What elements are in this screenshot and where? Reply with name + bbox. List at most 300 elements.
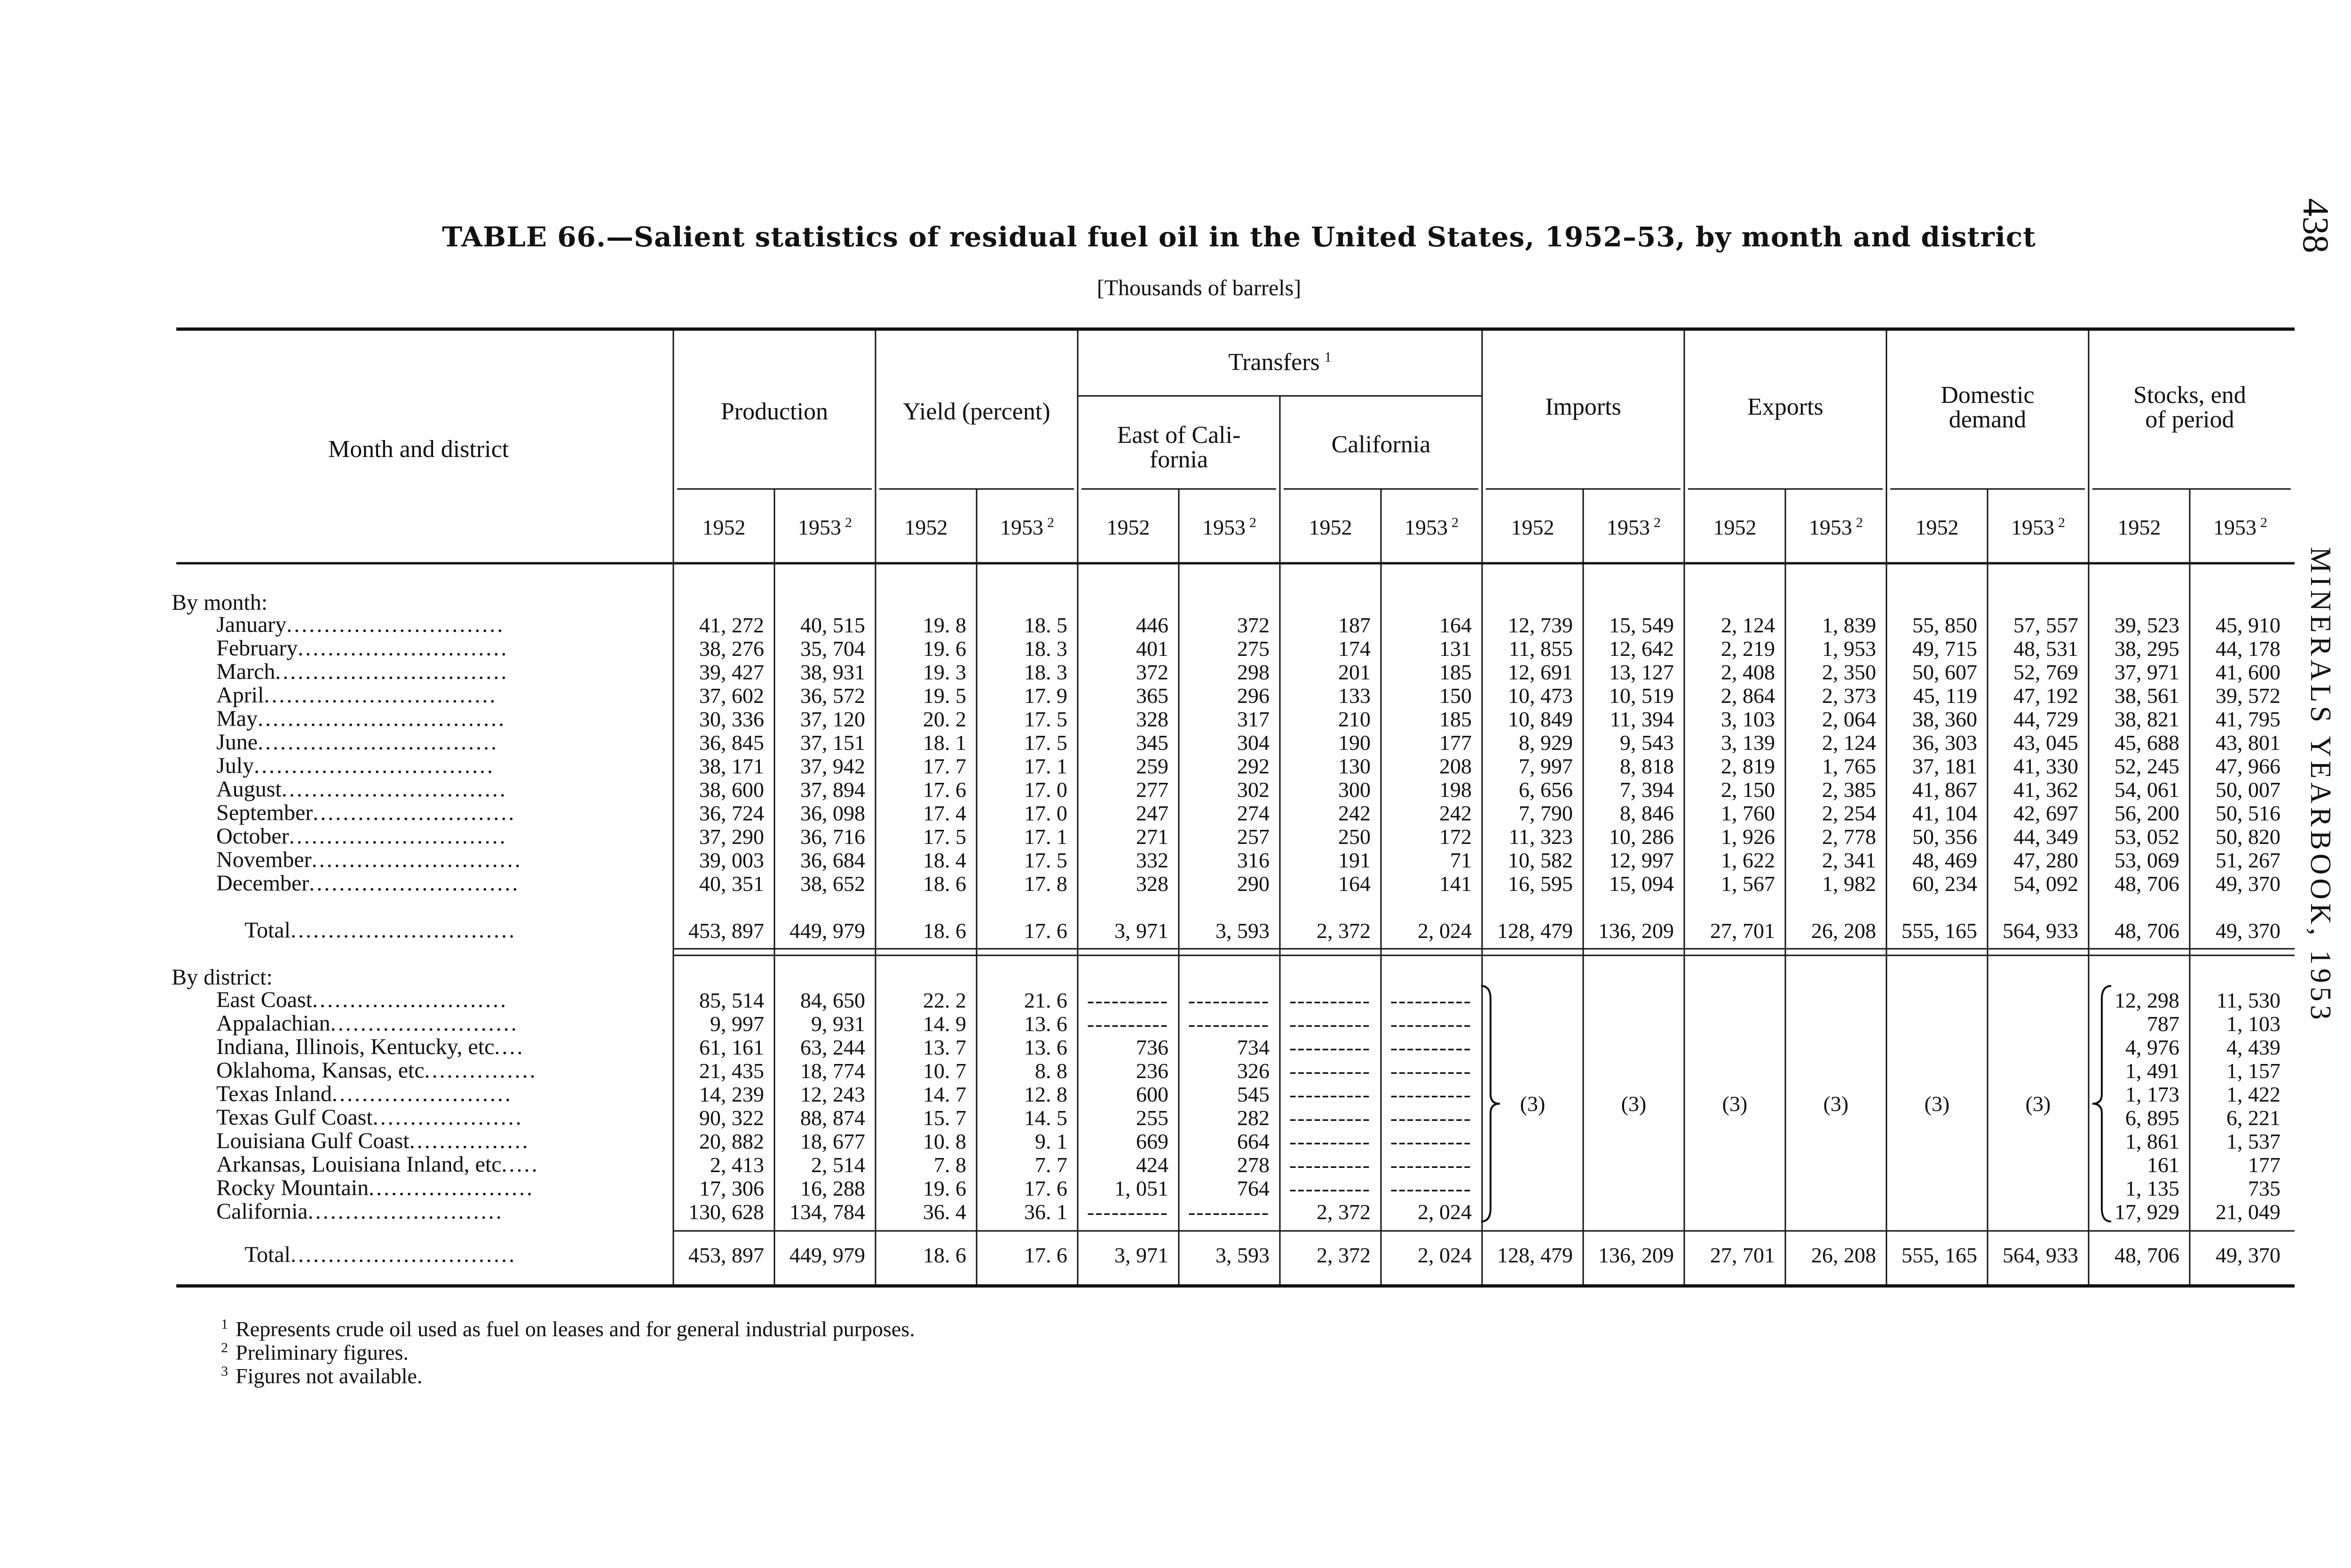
district-row-7-cell-7: ---------- xyxy=(1390,1153,1472,1177)
month-row-8-cell-14: 56, 200 xyxy=(2114,801,2179,825)
district-row-3-cell-15: 1, 157 xyxy=(2226,1059,2280,1083)
month-row-11-cell-3: 17. 8 xyxy=(1024,872,1067,896)
month-row-3-cell-1: 36, 572 xyxy=(800,684,865,708)
district-row-6-cell-4: 669 xyxy=(1136,1129,1168,1153)
year-label: 1952 xyxy=(1106,515,1150,539)
month-row-2-cell-9: 13, 127 xyxy=(1609,660,1674,684)
month-row-7-cell-5: 302 xyxy=(1237,778,1270,802)
imports-header: Imports xyxy=(1545,394,1621,420)
month-row-6-cell-3: 17. 1 xyxy=(1024,754,1067,778)
month-row-8-cell-3: 17. 0 xyxy=(1024,801,1067,825)
month-row-2-cell-7: 185 xyxy=(1439,660,1472,684)
district-row-7-cell-1: 2, 514 xyxy=(811,1153,865,1177)
row-label-text: February xyxy=(216,636,298,661)
month-row-0-cell-4: 446 xyxy=(1136,613,1168,637)
month-row-4-cell-8: 10, 849 xyxy=(1508,707,1573,731)
month-row-8-label xyxy=(216,802,516,824)
not-available-marker-12: (3) xyxy=(1924,1092,1950,1116)
month-row-10-cell-14: 53, 069 xyxy=(2114,848,2179,872)
row-label-text: Arkansas, Louisiana Inland, etc xyxy=(216,1152,502,1177)
month-row-10-cell-4: 332 xyxy=(1136,848,1168,872)
month-row-10-cell-9: 12, 997 xyxy=(1609,848,1674,872)
month-row-9-cell-11: 2, 778 xyxy=(1822,825,1876,849)
month-row-0-cell-14: 39, 523 xyxy=(2114,613,2179,637)
district-row-3-cell-0: 21, 435 xyxy=(699,1059,764,1083)
month-row-3-cell-2: 19. 5 xyxy=(923,684,966,708)
month-row-0-label xyxy=(216,614,505,636)
district-row-9-cell-7: 2, 024 xyxy=(1418,1200,1472,1224)
district-total-row-cell-3: 17. 6 xyxy=(1024,1243,1067,1267)
month-row-2-label xyxy=(216,661,508,683)
month-row-11-cell-14: 48, 706 xyxy=(2114,872,2179,896)
district-total-row-cell-0: 453, 897 xyxy=(688,1243,764,1267)
month-row-4-cell-0: 30, 336 xyxy=(699,707,764,731)
district-row-9-cell-5: ---------- xyxy=(1188,1200,1270,1224)
month-row-2-cell-13: 52, 769 xyxy=(2013,660,2078,684)
month-row-7-cell-8: 6, 656 xyxy=(1519,778,1573,802)
row-label-text: Texas Inland xyxy=(216,1081,332,1106)
district-total-row-cell-5: 3, 593 xyxy=(1215,1243,1270,1267)
month-row-11-cell-12: 60, 234 xyxy=(1912,872,1977,896)
month-row-6-cell-10: 2, 819 xyxy=(1721,754,1775,778)
year-header-9 xyxy=(1583,515,1684,540)
month-row-3-cell-7: 150 xyxy=(1439,684,1472,708)
leader-dots: ................................ xyxy=(257,730,498,755)
leader-dots: ............................ xyxy=(309,871,520,896)
month-row-5-cell-2: 18. 1 xyxy=(923,731,966,755)
month-row-8-cell-5: 274 xyxy=(1237,801,1270,825)
month-row-4-cell-14: 38, 821 xyxy=(2114,707,2179,731)
month-total-row-cell-0: 453, 897 xyxy=(688,919,764,943)
district-row-0-cell-0: 85, 514 xyxy=(699,988,764,1012)
row-label-text: October xyxy=(216,824,289,849)
year-label: 1953 xyxy=(1607,515,1650,539)
year-label: 1952 xyxy=(2117,515,2161,539)
month-row-9-cell-8: 11, 323 xyxy=(1508,825,1573,849)
month-row-8-cell-9: 8, 846 xyxy=(1620,801,1674,825)
month-row-11-cell-10: 1, 567 xyxy=(1721,872,1775,896)
year-label: 1953 xyxy=(1809,515,1852,539)
month-row-2-cell-4: 372 xyxy=(1136,660,1168,684)
district-row-8-cell-1: 16, 288 xyxy=(800,1176,865,1200)
row-label-text: January xyxy=(216,612,287,637)
district-row-6-cell-5: 664 xyxy=(1237,1129,1270,1153)
east-of-california-header xyxy=(1078,423,1280,472)
month-row-8-cell-8: 7, 790 xyxy=(1519,801,1573,825)
month-row-6-cell-6: 130 xyxy=(1338,754,1371,778)
east-of-california-line2: fornia xyxy=(1149,446,1208,473)
month-row-3-cell-9: 10, 519 xyxy=(1609,684,1674,708)
month-total-row-cell-11: 26, 208 xyxy=(1811,919,1876,943)
month-row-11-cell-13: 54, 092 xyxy=(2013,872,2078,896)
month-row-8-cell-1: 36, 098 xyxy=(800,801,865,825)
district-row-9-cell-2: 36. 4 xyxy=(923,1200,966,1224)
leader-dots: .............................. xyxy=(290,1242,516,1267)
district-row-9-cell-6: 2, 372 xyxy=(1317,1200,1371,1224)
month-row-1-cell-12: 49, 715 xyxy=(1912,637,1977,661)
month-row-0-cell-8: 12, 739 xyxy=(1508,613,1573,637)
district-row-0-cell-5: ---------- xyxy=(1188,988,1270,1012)
row-label-text: Texas Gulf Coast xyxy=(216,1105,373,1130)
district-row-0-cell-15: 11, 530 xyxy=(2216,988,2280,1012)
month-row-4-cell-10: 3, 103 xyxy=(1721,707,1775,731)
row-label-text: April xyxy=(216,683,264,708)
month-row-6-cell-2: 17. 7 xyxy=(923,754,966,778)
district-row-6-cell-3: 9. 1 xyxy=(1035,1129,1067,1153)
district-brace xyxy=(1476,985,1505,1222)
month-row-5-cell-6: 190 xyxy=(1338,731,1371,755)
district-row-5-cell-0: 90, 322 xyxy=(699,1106,764,1130)
month-total-row-cell-2: 18. 6 xyxy=(923,919,966,943)
month-row-11-cell-2: 18. 6 xyxy=(923,872,966,896)
month-row-11-cell-6: 164 xyxy=(1338,872,1371,896)
month-row-9-cell-12: 50, 356 xyxy=(1912,825,1977,849)
year-header-15 xyxy=(2190,515,2291,540)
month-row-3-cell-3: 17. 9 xyxy=(1024,684,1067,708)
district-row-5-cell-1: 88, 874 xyxy=(800,1106,865,1130)
domestic-demand-line2: demand xyxy=(1949,406,2027,433)
district-row-3-cell-5: 326 xyxy=(1237,1059,1270,1083)
month-row-1-cell-10: 2, 219 xyxy=(1721,637,1775,661)
leader-dots: ............................ xyxy=(311,847,522,872)
year-header-13 xyxy=(1988,515,2089,540)
month-total-row-cell-3: 17. 6 xyxy=(1024,919,1067,943)
month-row-8-cell-6: 242 xyxy=(1338,801,1371,825)
district-row-7-cell-15: 177 xyxy=(2248,1153,2280,1177)
district-total-row-label xyxy=(245,1244,516,1266)
month-row-9-cell-7: 172 xyxy=(1439,825,1472,849)
month-row-7-cell-1: 37, 894 xyxy=(800,778,865,802)
preliminary-footnote-mark: 2 xyxy=(1452,515,1459,530)
month-row-9-cell-13: 44, 349 xyxy=(2013,825,2078,849)
district-row-8-label xyxy=(216,1177,534,1199)
month-row-10-cell-15: 51, 267 xyxy=(2216,848,2280,872)
month-row-11-label xyxy=(216,872,520,895)
leader-dots: ................ xyxy=(409,1128,530,1153)
year-label: 1952 xyxy=(702,515,746,539)
district-row-2-cell-0: 61, 161 xyxy=(699,1035,764,1059)
month-row-3-cell-4: 365 xyxy=(1136,684,1168,708)
district-total-row-cell-12: 555, 165 xyxy=(1901,1243,1977,1267)
row-label-text: December xyxy=(216,871,309,896)
district-total-row-cell-10: 27, 701 xyxy=(1710,1243,1775,1267)
running-head: MINERALS YEARBOOK, 1953 xyxy=(2304,547,2336,1024)
month-row-7-cell-4: 277 xyxy=(1136,778,1168,802)
row-label-text: Total xyxy=(245,1242,291,1267)
district-row-9-cell-1: 134, 784 xyxy=(789,1200,865,1224)
year-header-4 xyxy=(1078,515,1179,540)
month-row-7-cell-2: 17. 6 xyxy=(923,778,966,802)
california-transfer-header: California xyxy=(1331,431,1431,458)
preliminary-footnote-mark: 2 xyxy=(1654,515,1661,530)
month-total-row-cell-5: 3, 593 xyxy=(1215,919,1270,943)
month-row-10-cell-12: 48, 469 xyxy=(1912,848,1977,872)
month-row-4-cell-13: 44, 729 xyxy=(2013,707,2078,731)
district-total-row-cell-9: 136, 209 xyxy=(1598,1243,1674,1267)
leader-dots: .............................. xyxy=(290,918,516,943)
month-total-row-cell-8: 128, 479 xyxy=(1497,919,1573,943)
month-row-2-cell-8: 12, 691 xyxy=(1508,660,1573,684)
month-total-row-cell-9: 136, 209 xyxy=(1598,919,1674,943)
district-row-5-cell-5: 282 xyxy=(1237,1106,1270,1130)
month-row-8-cell-11: 2, 254 xyxy=(1822,801,1876,825)
stocks-brace-path xyxy=(2092,986,2111,1221)
month-row-6-cell-0: 38, 171 xyxy=(699,754,764,778)
transfers-footnote-mark: 1 xyxy=(1324,349,1332,365)
month-row-1-cell-13: 48, 531 xyxy=(2013,637,2078,661)
district-row-2-cell-5: 734 xyxy=(1237,1035,1270,1059)
month-row-11-cell-7: 141 xyxy=(1439,872,1472,896)
month-row-11-cell-15: 49, 370 xyxy=(2216,872,2280,896)
month-row-8-cell-15: 50, 516 xyxy=(2216,801,2280,825)
row-label-text: September xyxy=(216,800,313,825)
month-row-5-cell-14: 45, 688 xyxy=(2114,731,2179,755)
month-row-3-cell-11: 2, 373 xyxy=(1822,684,1876,708)
district-row-5-cell-7: ---------- xyxy=(1390,1106,1472,1130)
year-label: 1952 xyxy=(904,515,948,539)
month-row-10-cell-2: 18. 4 xyxy=(923,848,966,872)
district-row-7-cell-4: 424 xyxy=(1136,1153,1168,1177)
month-row-4-label xyxy=(216,708,506,730)
year-header-0 xyxy=(673,515,774,540)
month-row-1-cell-5: 275 xyxy=(1237,637,1270,661)
month-row-4-cell-2: 20. 2 xyxy=(923,707,966,731)
district-row-8-cell-7: ---------- xyxy=(1390,1176,1472,1200)
leader-dots: ........................... xyxy=(313,800,516,825)
district-row-1-cell-6: ---------- xyxy=(1289,1012,1371,1036)
month-total-row-cell-4: 3, 971 xyxy=(1114,919,1168,943)
month-row-10-label xyxy=(216,849,522,871)
district-row-2-cell-14: 4, 976 xyxy=(2125,1035,2179,1059)
month-row-2-cell-6: 201 xyxy=(1338,660,1371,684)
month-row-9-cell-6: 250 xyxy=(1338,825,1371,849)
stocks-brace xyxy=(2088,985,2116,1222)
month-row-4-cell-9: 11, 394 xyxy=(1609,707,1674,731)
district-row-1-cell-4: ---------- xyxy=(1087,1012,1169,1036)
month-row-4-cell-12: 38, 360 xyxy=(1912,707,1977,731)
month-row-6-cell-12: 37, 181 xyxy=(1912,754,1977,778)
district-row-4-label xyxy=(216,1083,513,1105)
leader-dots: .................... xyxy=(372,1105,523,1130)
not-available-marker-11: (3) xyxy=(1823,1092,1849,1116)
not-available-marker-8: (3) xyxy=(1520,1092,1546,1116)
year-label: 1952 xyxy=(1511,515,1554,539)
month-row-10-cell-6: 191 xyxy=(1338,848,1371,872)
row-label-text: Oklahoma, Kansas, etc xyxy=(216,1058,425,1083)
footnote-text: Represents crude oil used as fuel on leases and for general industrial purposes. xyxy=(236,1317,915,1341)
by-district-label: By district: xyxy=(172,965,273,990)
district-row-4-cell-2: 14. 7 xyxy=(923,1082,966,1106)
yield-header: Yield (percent) xyxy=(903,398,1050,425)
district-row-1-cell-5: ---------- xyxy=(1188,1012,1270,1036)
district-row-0-cell-1: 84, 650 xyxy=(800,988,865,1012)
district-row-6-cell-7: ---------- xyxy=(1390,1129,1472,1153)
month-total-row-cell-13: 564, 933 xyxy=(2003,919,2078,943)
year-label: 1953 xyxy=(1000,515,1043,539)
month-row-5-cell-10: 3, 139 xyxy=(1721,731,1775,755)
district-row-8-cell-5: 764 xyxy=(1237,1176,1270,1200)
month-row-9-cell-0: 37, 290 xyxy=(699,825,764,849)
row-label-text: August xyxy=(216,777,282,802)
district-total-row-cell-6: 2, 372 xyxy=(1317,1243,1371,1267)
stocks-line1: Stocks, end xyxy=(2133,382,2246,409)
month-row-3-cell-13: 47, 192 xyxy=(2013,684,2078,708)
month-row-1-cell-14: 38, 295 xyxy=(2114,637,2179,661)
preliminary-footnote-mark: 2 xyxy=(1047,515,1054,530)
month-row-1-cell-9: 12, 642 xyxy=(1609,637,1674,661)
month-row-10-cell-5: 316 xyxy=(1237,848,1270,872)
year-header-1 xyxy=(774,515,876,540)
year-header-7 xyxy=(1381,515,1482,540)
month-row-4-cell-3: 17. 5 xyxy=(1024,707,1067,731)
month-row-8-cell-0: 36, 724 xyxy=(699,801,764,825)
row-label-text: November xyxy=(216,847,312,872)
exports-header: Exports xyxy=(1747,394,1823,420)
month-row-3-cell-14: 38, 561 xyxy=(2114,684,2179,708)
month-row-8-cell-4: 247 xyxy=(1136,801,1168,825)
district-row-8-cell-3: 17. 6 xyxy=(1024,1176,1067,1200)
month-row-2-cell-3: 18. 3 xyxy=(1024,660,1067,684)
district-row-4-cell-1: 12, 243 xyxy=(800,1082,865,1106)
month-row-7-cell-12: 41, 867 xyxy=(1912,778,1977,802)
year-label: 1952 xyxy=(1915,515,1959,539)
district-row-6-cell-2: 10. 8 xyxy=(923,1129,966,1153)
month-row-10-cell-0: 39, 003 xyxy=(699,848,764,872)
month-row-10-cell-10: 1, 622 xyxy=(1721,848,1775,872)
month-row-5-cell-13: 43, 045 xyxy=(2013,731,2078,755)
district-row-5-cell-15: 6, 221 xyxy=(2226,1106,2280,1130)
row-label-text: July xyxy=(216,753,254,778)
month-row-6-cell-11: 1, 765 xyxy=(1822,754,1876,778)
district-row-9-cell-3: 36. 1 xyxy=(1024,1200,1067,1224)
month-row-1-cell-4: 401 xyxy=(1136,637,1168,661)
leader-dots: ............................. xyxy=(289,824,507,849)
leader-dots: ........................ xyxy=(331,1081,513,1106)
month-row-1-cell-8: 11, 855 xyxy=(1508,637,1573,661)
district-row-9-cell-15: 21, 049 xyxy=(2216,1200,2280,1224)
district-total-row-cell-2: 18. 6 xyxy=(923,1243,966,1267)
month-row-1-cell-1: 35, 704 xyxy=(800,637,865,661)
month-row-0-cell-10: 2, 124 xyxy=(1721,613,1775,637)
month-row-4-cell-5: 317 xyxy=(1237,707,1270,731)
year-label: 1952 xyxy=(1713,515,1757,539)
district-row-8-cell-14: 1, 135 xyxy=(2125,1176,2179,1200)
month-row-11-cell-5: 290 xyxy=(1237,872,1270,896)
month-row-6-cell-9: 8, 818 xyxy=(1620,754,1674,778)
district-row-8-cell-4: 1, 051 xyxy=(1114,1176,1168,1200)
row-label-text: May xyxy=(216,706,258,731)
month-row-10-cell-11: 2, 341 xyxy=(1822,848,1876,872)
month-row-1-cell-15: 44, 178 xyxy=(2216,637,2280,661)
month-row-9-cell-9: 10, 286 xyxy=(1609,825,1674,849)
month-row-1-cell-3: 18. 3 xyxy=(1024,637,1067,661)
district-total-row-cell-4: 3, 971 xyxy=(1114,1243,1168,1267)
month-row-5-cell-12: 36, 303 xyxy=(1912,731,1977,755)
month-row-2-cell-1: 38, 931 xyxy=(800,660,865,684)
district-brace-path xyxy=(1481,986,1500,1221)
district-row-2-cell-7: ---------- xyxy=(1390,1035,1472,1059)
month-row-9-cell-4: 271 xyxy=(1136,825,1168,849)
year-label: 1953 xyxy=(2213,515,2256,539)
month-total-row-cell-12: 555, 165 xyxy=(1901,919,1977,943)
month-row-8-cell-2: 17. 4 xyxy=(923,801,966,825)
month-row-3-cell-0: 37, 602 xyxy=(699,684,764,708)
month-row-7-cell-15: 50, 007 xyxy=(2216,778,2280,802)
month-row-6-cell-15: 47, 966 xyxy=(2216,754,2280,778)
month-row-0-cell-5: 372 xyxy=(1237,613,1270,637)
month-row-2-cell-2: 19. 3 xyxy=(923,660,966,684)
month-row-4-cell-1: 37, 120 xyxy=(800,707,865,731)
month-row-3-cell-15: 39, 572 xyxy=(2216,684,2280,708)
month-row-5-cell-5: 304 xyxy=(1237,731,1270,755)
district-row-0-label xyxy=(216,989,508,1011)
month-row-0-cell-6: 187 xyxy=(1338,613,1371,637)
footnote-2 xyxy=(221,1340,409,1365)
row-label-text: March xyxy=(216,659,276,684)
month-row-6-cell-5: 292 xyxy=(1237,754,1270,778)
district-row-9-label xyxy=(216,1200,504,1223)
year-header-12 xyxy=(1886,515,1988,540)
year-header-2 xyxy=(876,515,977,540)
year-header-5 xyxy=(1179,515,1280,540)
year-label: 1953 xyxy=(1202,515,1246,539)
month-row-0-cell-15: 45, 910 xyxy=(2216,613,2280,637)
district-row-9-cell-0: 130, 628 xyxy=(688,1200,764,1224)
leader-dots: ............................. xyxy=(286,612,505,637)
month-row-7-label xyxy=(216,778,507,801)
month-row-7-cell-13: 41, 362 xyxy=(2013,778,2078,802)
month-total-row-cell-15: 49, 370 xyxy=(2216,919,2280,943)
district-row-4-cell-14: 1, 173 xyxy=(2125,1082,2179,1106)
footnote-1 xyxy=(221,1316,915,1341)
month-row-3-cell-8: 10, 473 xyxy=(1508,684,1573,708)
district-row-2-cell-1: 63, 244 xyxy=(800,1035,865,1059)
district-row-4-cell-4: 600 xyxy=(1136,1082,1168,1106)
row-label-text: Total xyxy=(245,918,291,943)
leader-dots: ................................. xyxy=(257,706,506,731)
district-row-1-cell-1: 9, 931 xyxy=(811,1012,865,1036)
month-row-7-cell-14: 54, 061 xyxy=(2114,778,2179,802)
month-row-1-cell-7: 131 xyxy=(1439,637,1472,661)
district-row-5-cell-3: 14. 5 xyxy=(1024,1106,1067,1130)
district-row-9-cell-4: ---------- xyxy=(1087,1200,1169,1224)
month-row-6-cell-13: 41, 330 xyxy=(2013,754,2078,778)
district-row-3-cell-6: ---------- xyxy=(1289,1059,1371,1083)
district-row-1-cell-0: 9, 997 xyxy=(710,1012,764,1036)
district-total-row-cell-14: 48, 706 xyxy=(2114,1243,2179,1267)
month-row-8-cell-13: 42, 697 xyxy=(2013,801,2078,825)
month-total-row-cell-6: 2, 372 xyxy=(1317,919,1371,943)
transfers-header xyxy=(1078,350,1482,375)
district-row-3-cell-3: 8. 8 xyxy=(1035,1059,1067,1083)
month-row-11-cell-9: 15, 094 xyxy=(1609,872,1674,896)
district-row-7-label xyxy=(216,1153,539,1176)
district-row-1-label xyxy=(216,1012,519,1035)
year-header-10 xyxy=(1684,515,1785,540)
year-header-8 xyxy=(1482,515,1583,540)
district-row-3-cell-4: 236 xyxy=(1136,1059,1168,1083)
month-row-0-cell-0: 41, 272 xyxy=(699,613,764,637)
month-row-8-cell-7: 242 xyxy=(1439,801,1472,825)
month-total-row-cell-14: 48, 706 xyxy=(2114,919,2179,943)
district-row-6-cell-1: 18, 677 xyxy=(800,1129,865,1153)
year-label: 1953 xyxy=(2011,515,2054,539)
month-row-1-cell-11: 1, 953 xyxy=(1822,637,1876,661)
district-row-6-cell-14: 1, 861 xyxy=(2125,1129,2179,1153)
year-header-11 xyxy=(1785,515,1886,540)
month-row-9-cell-5: 257 xyxy=(1237,825,1270,849)
year-label: 1953 xyxy=(1404,515,1448,539)
